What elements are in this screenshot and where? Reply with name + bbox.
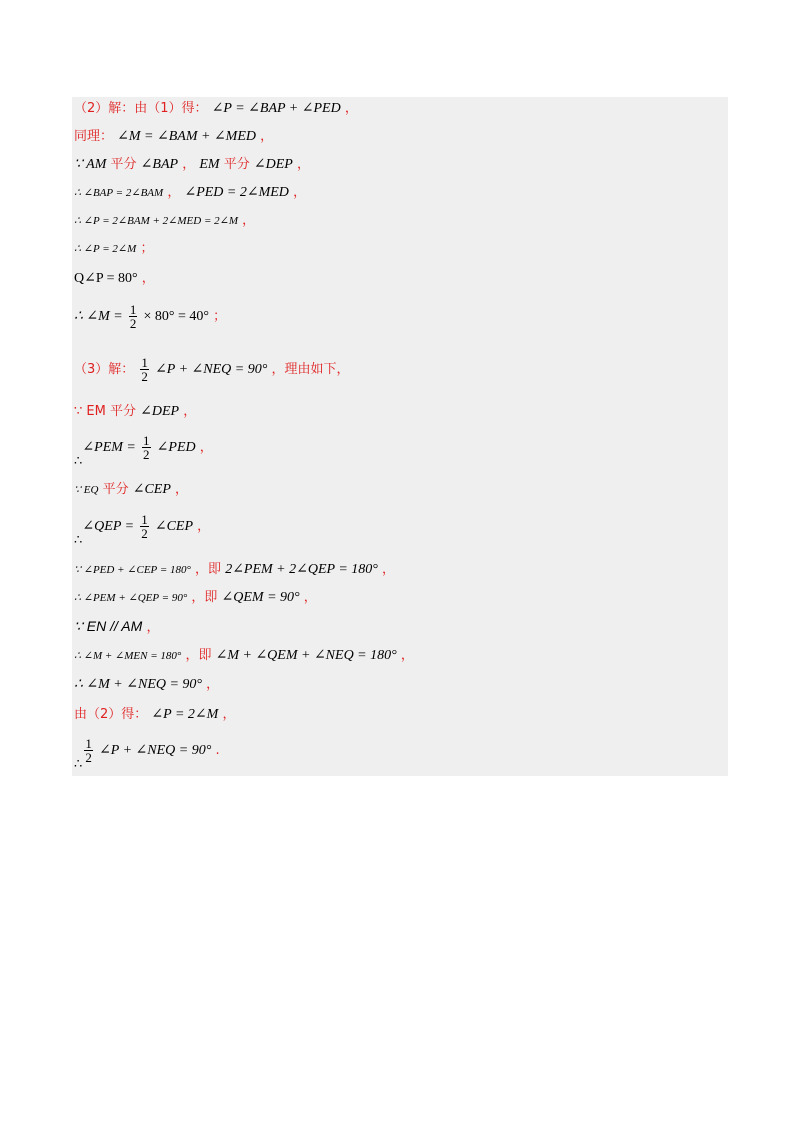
- math-expr: ∠CEP: [132, 482, 171, 497]
- math-expr: ∠PED: [156, 440, 196, 455]
- line-cointerior: [74, 648, 414, 664]
- line-double-angles: [74, 185, 306, 201]
- punct: ，: [344, 101, 358, 116]
- punct: ，: [197, 519, 211, 534]
- text-red: ∵ EM 平分: [74, 404, 136, 419]
- text-red: ，即: [191, 590, 218, 605]
- math-expr: ∠P = ∠BAP + ∠PED: [211, 101, 341, 116]
- punct: ，: [382, 562, 396, 577]
- line-pem-half: [74, 433, 213, 469]
- line-qep-half: [74, 512, 211, 548]
- line-em-bisects: [74, 404, 196, 420]
- line-part2-intro: [74, 101, 358, 117]
- denominator: 2: [141, 526, 148, 541]
- math-expr: ∠P + ∠NEQ = 90°: [99, 743, 212, 758]
- math-expr: ∴ ∠P = 2∠BAM + 2∠MED = 2∠M: [74, 215, 238, 227]
- therefore-symbol: ∴: [74, 533, 83, 548]
- punct: ，: [146, 620, 160, 635]
- math-expr: ∴ ∠M =: [74, 309, 123, 324]
- punct: ，: [175, 482, 189, 497]
- math-expr: EM: [199, 157, 220, 172]
- math-expr: ∠M + ∠QEM + ∠NEQ = 180°: [215, 648, 397, 663]
- line-m-neq-90: [74, 677, 219, 693]
- punct: ；: [213, 309, 227, 324]
- denominator: 2: [143, 447, 150, 462]
- numerator: 1: [143, 433, 150, 448]
- line-m-40: [74, 303, 226, 330]
- line-from-part2: [74, 707, 235, 723]
- punct: ，: [222, 707, 236, 722]
- denominator: 2: [141, 369, 148, 384]
- text-red: ，即: [195, 562, 222, 577]
- math-expr: ∠P = 2∠M: [151, 707, 219, 722]
- denominator: 2: [129, 316, 137, 331]
- punct: ，: [260, 129, 274, 144]
- math-expr: ∵ ∠PED + ∠CEP = 180°: [74, 564, 191, 576]
- math-expr: ∠P + ∠NEQ = 90°: [155, 362, 268, 377]
- line-p-equals-2m: [74, 241, 153, 257]
- punct: ，: [183, 404, 197, 419]
- punct: ，: [206, 677, 220, 692]
- math-expr: ∵ EN // AM: [74, 618, 143, 634]
- punct: ，: [303, 590, 317, 605]
- math-expr: ∠PEM =: [82, 440, 136, 455]
- math-expr: ∠BAP: [140, 157, 179, 172]
- punct: ，: [293, 185, 307, 200]
- text-red: （2）解：由（1）得：: [74, 101, 208, 116]
- math-expr: ∠M = ∠BAM + ∠MED: [117, 129, 256, 144]
- punct: ，: [296, 157, 310, 172]
- line-similarly: [74, 129, 273, 145]
- line-sum-90: [74, 590, 317, 606]
- denominator: 2: [85, 750, 92, 765]
- math-expr: 2∠PEM + 2∠QEP = 180°: [225, 562, 378, 577]
- line-p-80: [74, 271, 155, 287]
- numerator: 1: [129, 302, 137, 317]
- line-eq-bisects: [74, 482, 188, 498]
- punct: ，: [400, 648, 414, 663]
- text-red: 由（2）得：: [74, 707, 148, 722]
- text-red: 平分: [110, 157, 137, 172]
- text-red: 平分: [102, 482, 129, 497]
- fraction-half: [140, 356, 149, 383]
- punct: ，: [182, 157, 196, 172]
- math-expr: × 80° = 40°: [143, 309, 210, 324]
- text-red: （3）解：: [74, 362, 135, 377]
- fraction-half: [140, 513, 149, 540]
- text-red: ，理由如下，: [271, 362, 350, 377]
- math-expr: ∠DEP: [253, 157, 293, 172]
- therefore-symbol: ∴: [74, 757, 83, 772]
- punct: ，: [242, 213, 256, 228]
- math-expr: Q∠P = 80°: [74, 271, 138, 286]
- line-bisectors: [74, 157, 310, 173]
- text-red: 同理：: [74, 129, 114, 144]
- text-red: 平分: [223, 157, 250, 172]
- punct: ；: [140, 241, 154, 256]
- line-sum: [74, 213, 255, 229]
- math-expr: ∵ EQ: [74, 484, 99, 496]
- math-expr: ∴ ∠BAP = 2∠BAM: [74, 187, 164, 199]
- text-red: ，即: [185, 648, 212, 663]
- fraction-half: [142, 434, 151, 461]
- therefore-symbol: ∴: [74, 454, 83, 469]
- math-expr: ∴ ∠P = 2∠M: [74, 243, 137, 255]
- math-expr: ∴ ∠PEM + ∠QEP = 90°: [74, 592, 188, 604]
- math-expr: ∠QEP =: [82, 519, 135, 534]
- math-expr: ∴ ∠M + ∠NEQ = 90°: [74, 677, 203, 692]
- math-expr: ∠DEP: [140, 404, 180, 419]
- line-conclusion: [74, 736, 220, 772]
- punct: ，: [141, 271, 155, 286]
- numerator: 1: [85, 736, 92, 751]
- numerator: 1: [141, 355, 148, 370]
- line-parallel: [74, 618, 159, 636]
- line-sum-180: [74, 562, 395, 578]
- fraction-half: [84, 737, 93, 764]
- math-expr: ∠PED = 2∠MED: [184, 185, 289, 200]
- numerator: 1: [141, 512, 148, 527]
- punct: .: [215, 743, 220, 758]
- punct: ，: [199, 440, 213, 455]
- line-part3-intro: [74, 356, 349, 383]
- fraction-half: [129, 303, 138, 330]
- math-expr: ∠QEM = 90°: [221, 590, 300, 605]
- math-expr: ∠CEP: [154, 519, 194, 534]
- punct: ，: [167, 185, 181, 200]
- math-expr: ∴ ∠M + ∠MEN = 180°: [74, 650, 182, 662]
- math-expr: ∵ AM: [74, 157, 107, 172]
